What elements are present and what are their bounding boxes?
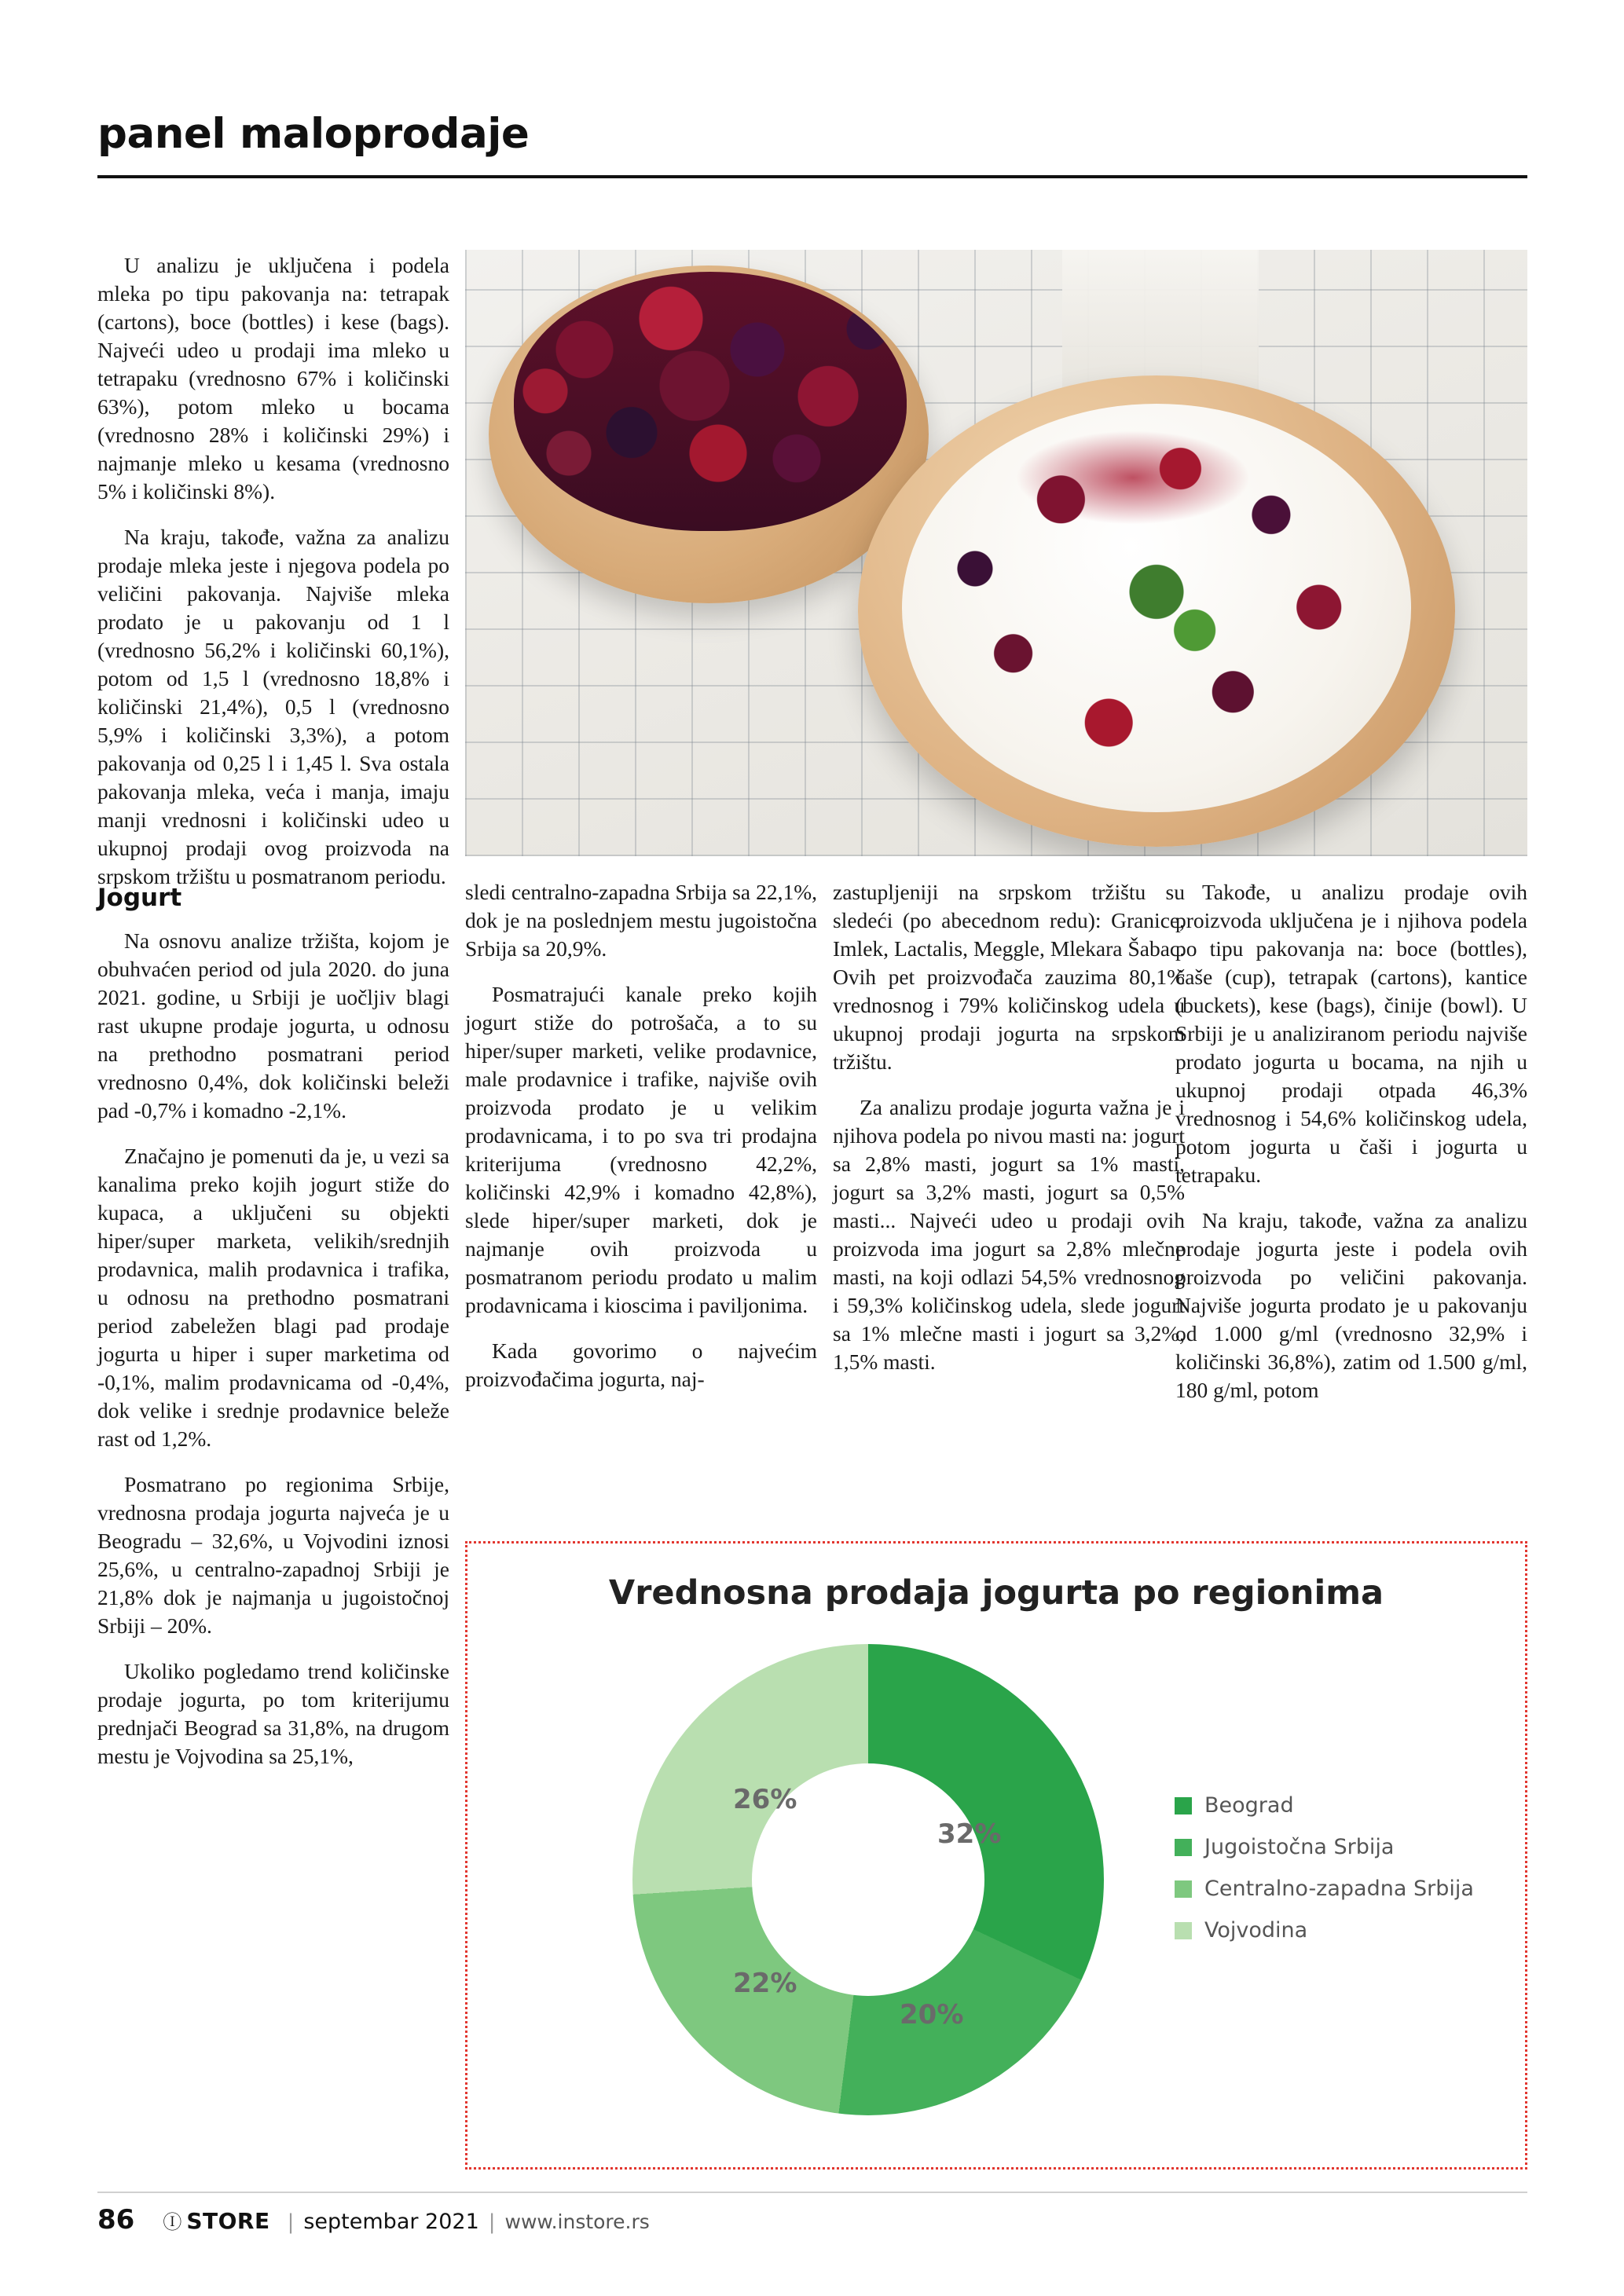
legend-label: Jugoistočna Srbija — [1204, 1835, 1395, 1859]
slice-label-jugoistocna: 20% — [900, 1999, 964, 2031]
article-column-2 — [465, 878, 817, 1411]
article-column-4 — [1175, 878, 1527, 1422]
instore-logo-icon: Ⓘ — [163, 2211, 182, 2233]
legend-label: Vojvodina — [1204, 1918, 1308, 1943]
yogurt-topping-berries — [918, 415, 1395, 800]
legend-swatch-icon — [1175, 1922, 1192, 1939]
chart-legend — [1175, 1793, 1474, 1960]
brand-name: STORE — [186, 2208, 270, 2234]
legend-swatch-icon — [1175, 1880, 1192, 1898]
slice-label-vojvodina: 26% — [733, 1784, 797, 1815]
page-footer — [97, 2204, 1527, 2236]
donut-chart — [632, 1644, 1104, 2115]
slice-label-centralno-zapadna: 22% — [733, 1968, 797, 1999]
legend-item — [1175, 1877, 1474, 1901]
paragraph: Ukoliko pogledamo trend količinske prodaje jogurta, po tom kriterijumu prednjači Beograd sa 31,8%, na drugom mestu je Vojvodina sa 25,1%, — [97, 1659, 449, 1768]
legend-label: Beograd — [1204, 1793, 1294, 1818]
article-column-1-top — [97, 251, 449, 908]
website-url: www.instore.rs — [504, 2210, 650, 2233]
paragraph: U analizu je uključena i podela mleka po tipu pakovanja na: tetrapak (cartons), boce (bottles) i kese (bags). Najveći udeo u prodaji ima mleko u tetrapaku (vrednosno 67% i količinski 63%), potom mleko u bocama (vrednosno 28% i količinski 29%) i najmanje mleko u kesama (vrednosno 5% i količinski 8%). — [97, 253, 449, 504]
page-title: panel maloprodaje — [97, 110, 530, 158]
donut-ring — [632, 1644, 1104, 2115]
slice-label-beograd: 32% — [937, 1818, 1002, 1850]
mixed-berries — [514, 272, 907, 531]
legend-swatch-icon — [1175, 1797, 1192, 1814]
paragraph: zastupljeniji na srpskom tržištu su sledeći (po abecednom redu): Granice, Imlek, Lactalis, Meggle, Mlekara Šabac. Ovih pet proizvođača zauzima 80,1% vrednosnog i 79% količinskog udela u ukupnoj prodaji jogurta na srpskom tržištu. — [833, 880, 1185, 1074]
legend-item — [1175, 1835, 1474, 1859]
paragraph: Na kraju, takođe, važna za analizu prodaje mleka jeste i njegova podela po veličini pakovanja. Najviše mleka prodato je u pakovanju od 1 l (vrednosno 56,2% i količinski 60,1%), potom od 1,5 l (vrednosno 18,8% i količinski 21,4%), 0,5 l (vrednosno 5,9% i količinski 3,3%), a potom pakovanja od 0,25 l i 1,45 l. Sva ostala pakovanja mleka, veća i manja, imaju manji vrednosni i količinski udeo u ukupnoj prodaji ovog proizvoda na srpskom tržištu u posmatranom periodu. — [97, 525, 449, 888]
footer-separator: | — [287, 2210, 295, 2234]
paragraph: Kada govorimo o najvećim proizvođačima jogurta, naj- — [465, 1338, 817, 1391]
article-column-3 — [833, 878, 1185, 1393]
article-column-1-bottom — [97, 878, 449, 1788]
page-number: 86 — [97, 2204, 135, 2236]
legend-item — [1175, 1793, 1474, 1818]
paragraph: Posmatrajući kanale preko kojih jogurt stiže do potrošača, a to su hiper/super marketi, velike prodavnice, male prodavnice i trafike, najviše ovih proizvoda prodato je u velikim prodavnicama, i to po sva tri prodajna kriterijuma (vrednosno 42,2%, količinski 42,9% i komadno 42,8%), slede hiper/super marketi, dok je najmanje ovih proizvoda u posmatranom periodu prodato u malim prodavnicama i kioscima i paviljonima. — [465, 982, 817, 1317]
chart-title: Vrednosna prodaja jogurta po regionima — [608, 1573, 1384, 1613]
legend-swatch-icon — [1175, 1839, 1192, 1856]
legend-label: Centralno-zapadna Srbija — [1204, 1877, 1474, 1901]
yogurt-photo — [465, 250, 1527, 856]
paragraph: Na osnovu analize tržišta, kojom je obuhvaćen period od jula 2020. do juna 2021. godine, u Srbiji je uočljiv blagi rast ukupne prodaje jogurta, u odnosu na prethodno posmatrani period vrednosno 0,4%, dok količinski beleži pad -0,7% i komadno -2,1%. — [97, 928, 449, 1122]
chart-panel — [465, 1541, 1527, 2170]
footer-separator: | — [488, 2210, 496, 2234]
paragraph: Posmatrano po regionima Srbije, vrednosna prodaja jogurta najveća je u Beogradu – 32,6%, u Vojvodini iznosi 25,6%, u centralno-zapadnoj Srbiji je 21,8% dok je najmanja u jugoistočnoj Srbiji – 20%. — [97, 1472, 449, 1638]
legend-item — [1175, 1918, 1474, 1943]
page-header — [97, 110, 1527, 178]
footer-divider — [97, 2192, 1527, 2193]
section-subheading-jogurt: Jogurt — [97, 884, 182, 912]
paragraph: Značajno je pomenuti da je, u vezi sa kanalima preko kojih jogurt stiže do kupaca, a uključeni su objekti hiper/super marketa, velikih/srednjih prodavnica, malih prodavnica i trafika, u odnosu na prethodno posmatrani period zabeležen blagi pad prodaje jogurta u hiper i super marketima od -0,1%, malim prodavnicama od -0,4%, dok velike i srednje prodavnice beleže rast od 1,2%. — [97, 1144, 449, 1451]
paragraph: sledi centralno-zapadna Srbija sa 22,1%, dok je na poslednjem mestu jugoistočna Srbija sa 20,9%. — [465, 880, 817, 961]
paragraph: Za analizu prodaje jogurta važna je i njihova podela po nivou masti na: jogurt sa 2,8% masti, jogurt sa 1% masti, jogurt sa 3,2% masti, jogurt sa 0,5% masti... Najveći udeo u prodaji ovih proizvoda ima jogurt sa 2,8% mlečne masti, na koji odlazi 54,5% vrednosnog i 59,3% količinskog udela, slede jogurt sa 1% mlečne masti i jogurt sa 3,2%, 1,5% masti. — [833, 1095, 1185, 1374]
paragraph: Takođe, u analizu prodaje ovih proizvoda uključena je i njihova podela po tipu pakovanja na: boce (bottles), čaše (cup), tetrapak (cartons), kantice (buckets), kese (bags), činije (bowl). U Srbiji je u analiziranom periodu najviše prodato jogurta u bocama, na njih u ukupnoj prodaji otpada 46,3% vrednosnog i 54,6% količinskog udela, potom jogurta u čaši i jogurta u tetrapaku. — [1175, 880, 1527, 1187]
header-divider — [97, 175, 1527, 178]
issue-date: septembar 2021 — [303, 2210, 479, 2234]
chart-body — [467, 1613, 1525, 2115]
paragraph: Na kraju, takođe, važna za analizu prodaje jogurta jeste i podela ovih proizvoda po veličini pakovanja. Najviše jogurta prodato je u pakovanju od 1.000 g/ml (vrednosno 32,9% i količinski 36,8%), zatim od 1.500 g/ml, 180 g/ml, potom — [1175, 1208, 1527, 1402]
